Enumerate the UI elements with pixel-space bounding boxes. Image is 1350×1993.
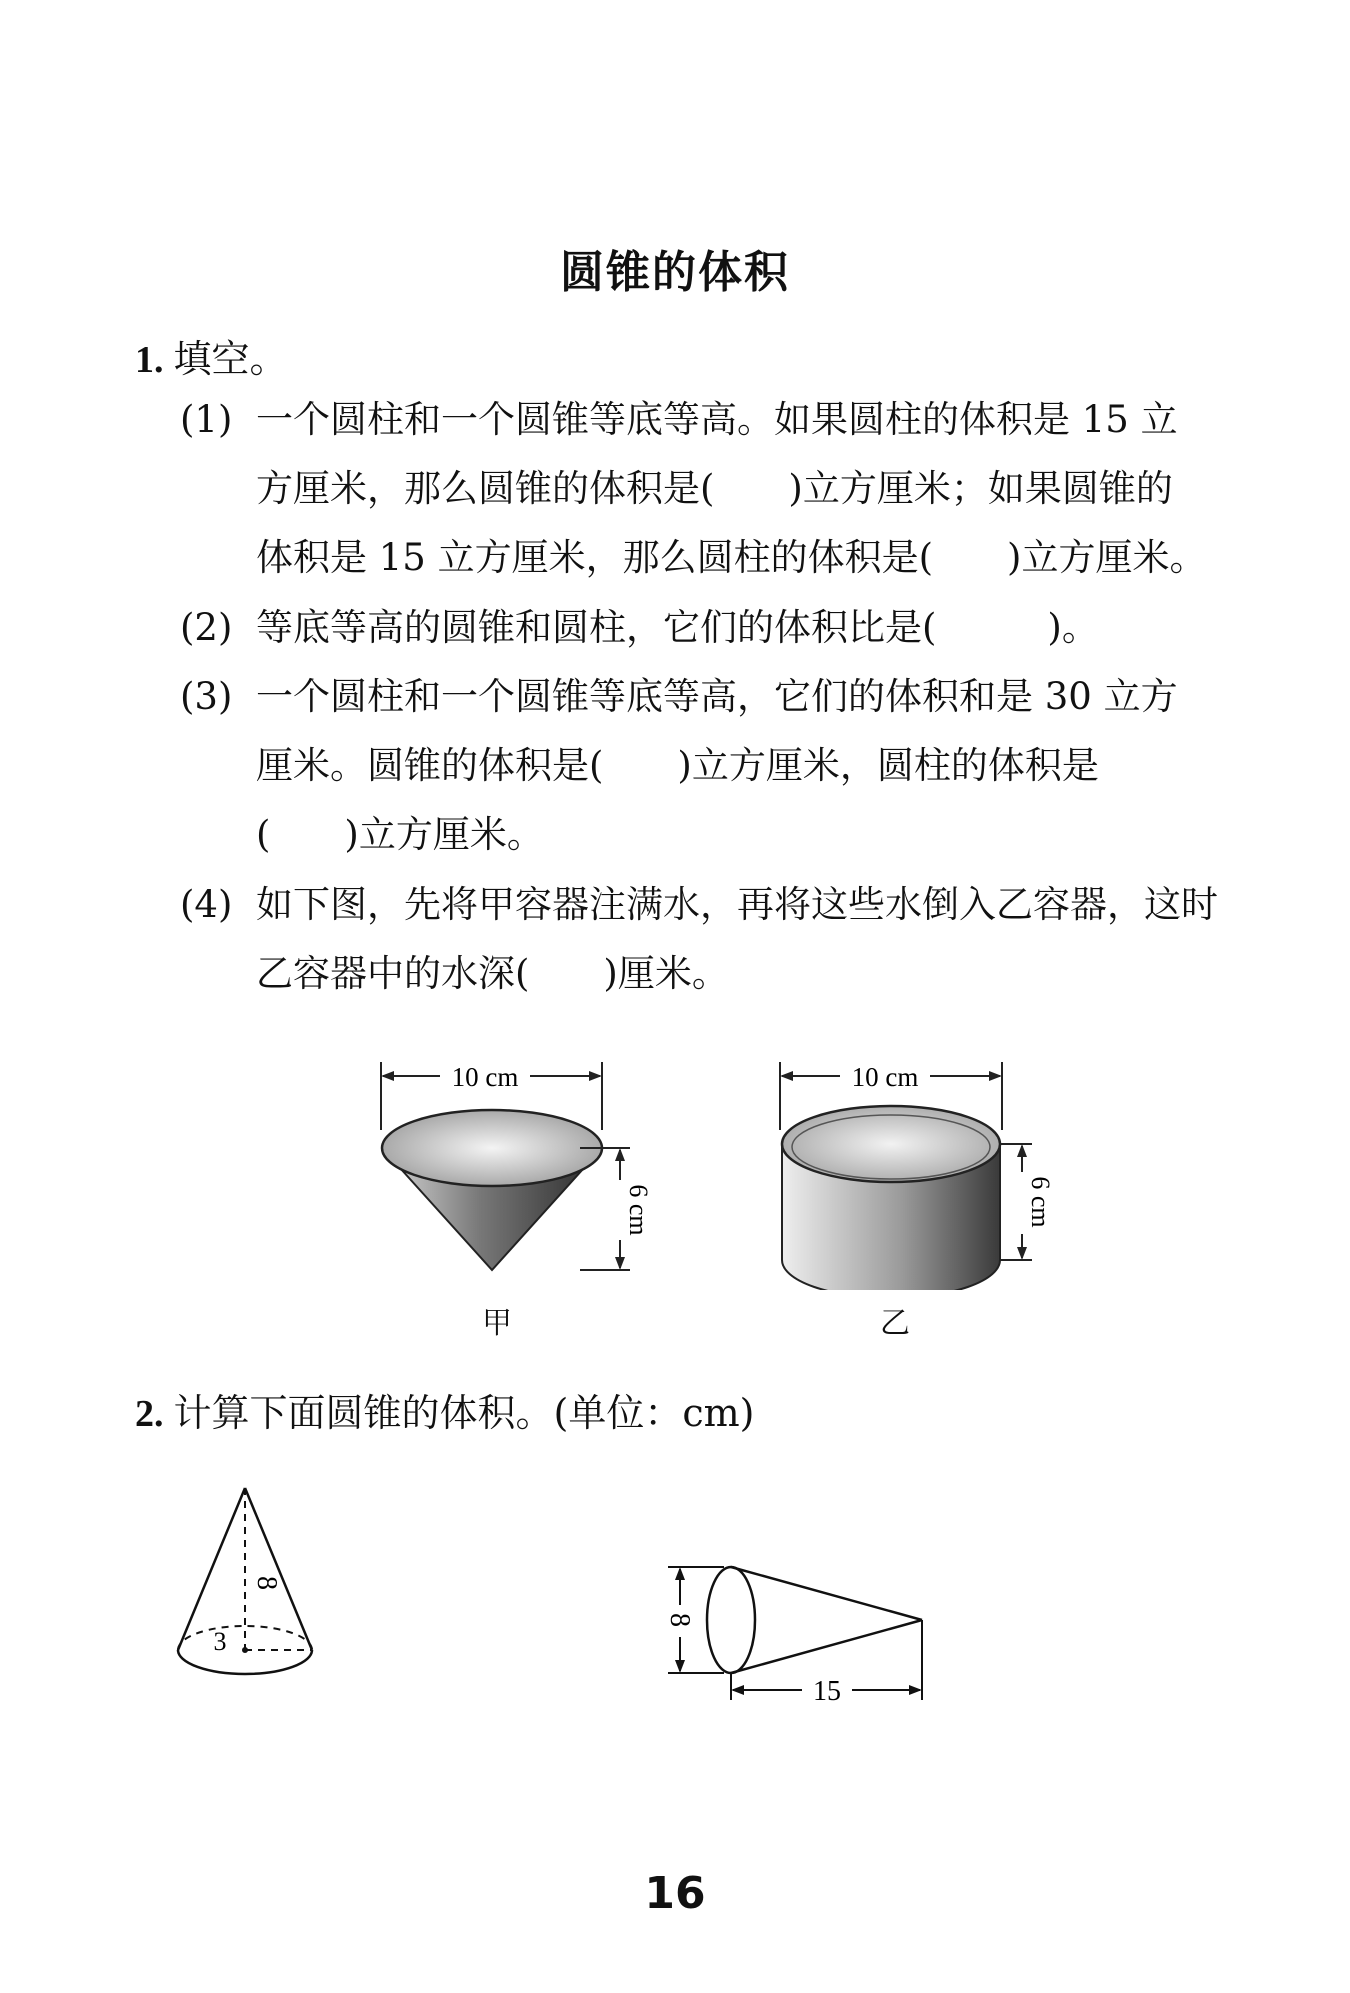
item-line: 等底等高的圆锥和圆柱，它们的体积比是( )。 xyxy=(256,606,1099,649)
lying-cone-figure xyxy=(660,1560,950,1725)
cone-width-label: 10 cm xyxy=(451,1062,519,1092)
item-line: 厘米。圆锥的体积是( )立方厘米，圆柱的体积是 xyxy=(256,744,1099,787)
cone2-height-label: 15 xyxy=(813,1676,841,1707)
item-label: (4) xyxy=(180,883,233,926)
cylinder-width-label: 10 cm xyxy=(851,1062,919,1092)
cylinder-container-figure xyxy=(770,1040,1060,1290)
cone1-radius-label: 3 xyxy=(213,1627,227,1656)
question-1-item-2 xyxy=(180,593,1260,662)
page-number: 16 xyxy=(644,1868,706,1919)
cone1-height-label: 8 xyxy=(251,1576,282,1590)
question-2-number: 2. xyxy=(135,1393,164,1435)
question-1-text: 填空。 xyxy=(173,337,288,381)
item-line: 一个圆柱和一个圆锥等底等高，它们的体积和是 30 立方 xyxy=(256,675,1178,718)
question-1-item-1 xyxy=(180,385,1260,592)
item-label: (3) xyxy=(180,675,233,718)
upright-cone-figure xyxy=(170,1480,330,1710)
item-label: (1) xyxy=(180,398,233,441)
cylinder-height-label: 6 cm xyxy=(1026,1176,1055,1228)
item-line: 乙容器中的水深( )厘米。 xyxy=(256,952,729,995)
page-title: 圆锥的体积 xyxy=(560,247,790,298)
item-line: 如下图，先将甲容器注满水，再将这些水倒入乙容器，这时 xyxy=(256,883,1218,926)
question-2-text: 计算下面圆锥的体积。(单位：cm) xyxy=(173,1391,755,1435)
cone2-diameter-label: 8 xyxy=(664,1613,695,1627)
cylinder-container-name: 乙 xyxy=(880,1306,910,1341)
question-1-number: 1. xyxy=(135,339,164,381)
item-line: 一个圆柱和一个圆锥等底等高。如果圆柱的体积是 15 立 xyxy=(256,398,1178,441)
item-label: (2) xyxy=(180,606,233,649)
item-line: 体积是 15 立方厘米，那么圆柱的体积是( )立方厘米。 xyxy=(256,536,1207,579)
question-1-item-4 xyxy=(180,870,1260,1008)
question-2-heading xyxy=(135,1382,754,1437)
item-line: ( )立方厘米。 xyxy=(256,813,544,856)
cone-height-label: 6 cm xyxy=(624,1184,653,1236)
question-1-heading xyxy=(135,328,288,383)
item-line: 方厘米，那么圆锥的体积是( )立方厘米；如果圆锥的 xyxy=(256,467,1173,510)
cone-container-name: 甲 xyxy=(482,1306,512,1341)
question-1-item-3 xyxy=(180,662,1260,869)
cone-container-figure xyxy=(370,1040,670,1290)
